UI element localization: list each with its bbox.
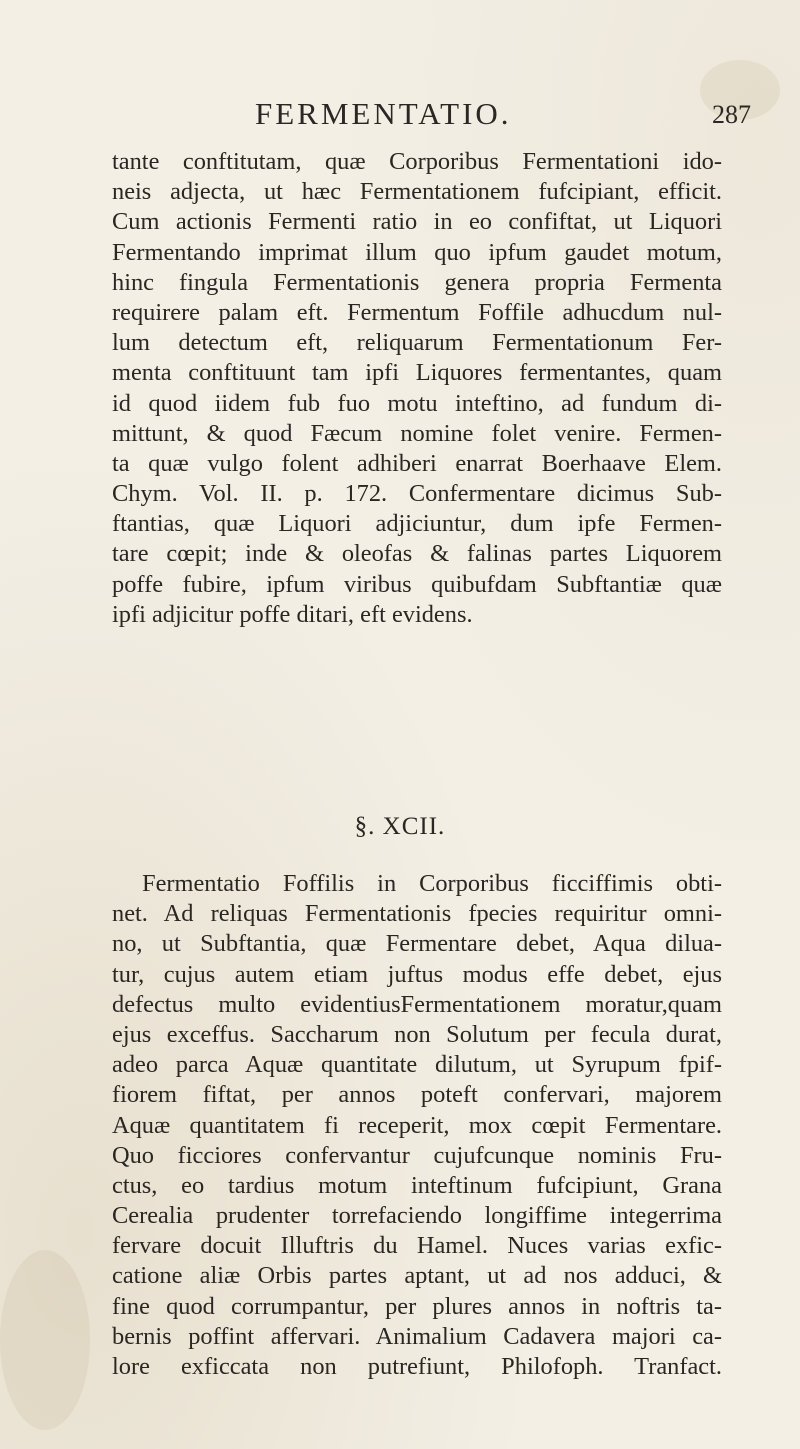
text-line: tur, cujus autem etiam juftus modus effe debet, ejus (112, 960, 722, 988)
text-line: fervare docuit Illuftris du Hamel. Nuces varias exfic- (112, 1232, 722, 1260)
page-header (0, 96, 800, 136)
paragraph-2 (112, 869, 722, 1382)
text-line: net. Ad reliquas Fermentationis fpecies requiritur omni- (112, 900, 722, 928)
text-line: ipfi adjicitur poffe ditari, eft evidens. (112, 600, 473, 628)
text-line: Cum actionis Fermenti ratio in eo confiftat, ut Liquori (112, 208, 722, 236)
text-line: bernis poffint affervari. Animalium Cadavera majori ca- (112, 1322, 722, 1350)
text-line: poffe fubire, ipfum viribus quibufdam Subftantiæ quæ (112, 570, 722, 598)
text-line: adeo parca Aquæ quantitate dilutum, ut Syrupum fpif- (112, 1051, 722, 1079)
text-line: ftantias, quæ Liquori adjiciuntur, dum ipfe Fermen- (112, 510, 722, 538)
text-line: lum detectum eft, reliquarum Fermentationum Fer- (112, 329, 722, 357)
text-line: Fermentando imprimat illum quo ipfum gaudet motum, (112, 238, 722, 266)
text-line: id quod iidem fub fuo motu inteftino, ad fundum di- (112, 389, 722, 417)
paper-stain (0, 1250, 90, 1430)
running-title: FERMENTATIO. (255, 96, 512, 131)
text-line: neis adjecta, ut hæc Fermentationem fufcipiant, efficit. (112, 178, 722, 206)
text-line: tante conftitutam, quæ Corporibus Fermentationi ido- (112, 148, 722, 175)
text-line: no, ut Subftantia, quæ Fermentare debet, Aqua dilua- (112, 930, 722, 958)
text-line: ta quæ vulgo folent adhiberi enarrat Boerhaave Elem. (112, 449, 722, 477)
text-line: Fermentatio Foffilis in Corporibus ficciffimis obti- (142, 870, 722, 897)
text-line: Aquæ quantitatem fi receperit, mox cœpit Fermentare. (112, 1111, 722, 1139)
text-line: ctus, eo tardius motum inteftinum fufcipiunt, Grana (112, 1171, 722, 1199)
section-heading: §. XCII. (354, 813, 446, 840)
text-line: defectus multo evidentiusFermentationem moratur,quam (112, 990, 722, 1018)
text-line: menta conftituunt tam ipfi Liquores fermentantes, quam (112, 359, 722, 387)
paragraph-1 (112, 147, 722, 630)
text-line: tare cœpit; inde & oleofas & falinas partes Liquorem (112, 540, 722, 568)
text-line: Quo ficciores confervantur cujufcunque nominis Fru- (112, 1141, 722, 1169)
text-line: Chym. Vol. II. p. 172. Confermentare dicimus Sub- (112, 480, 722, 508)
text-line: fine quod corrumpantur, per plures annos in noftris ta- (112, 1292, 722, 1320)
text-line: Cerealia prudenter torrefaciendo longiffime integerrima (112, 1202, 722, 1230)
text-line: ejus exceffus. Saccharum non Solutum per fecula durat, (112, 1020, 722, 1048)
text-line: catione aliæ Orbis partes aptant, ut ad nos adduci, & (112, 1262, 722, 1290)
text-line: requirere palam eft. Fermentum Foffile adhucdum nul- (112, 298, 722, 326)
text-line: hinc fingula Fermentationis genera propria Fermenta (112, 268, 722, 296)
page-number: 287 (712, 100, 751, 129)
text-line: lore exficcata non putrefiunt, Philofoph. Tranfact. (112, 1353, 722, 1380)
text-line: mittunt, & quod Fæcum nomine folet venire. Fermen- (112, 419, 722, 447)
text-line: fiorem fiftat, per annos poteft confervari, majorem (112, 1081, 722, 1109)
